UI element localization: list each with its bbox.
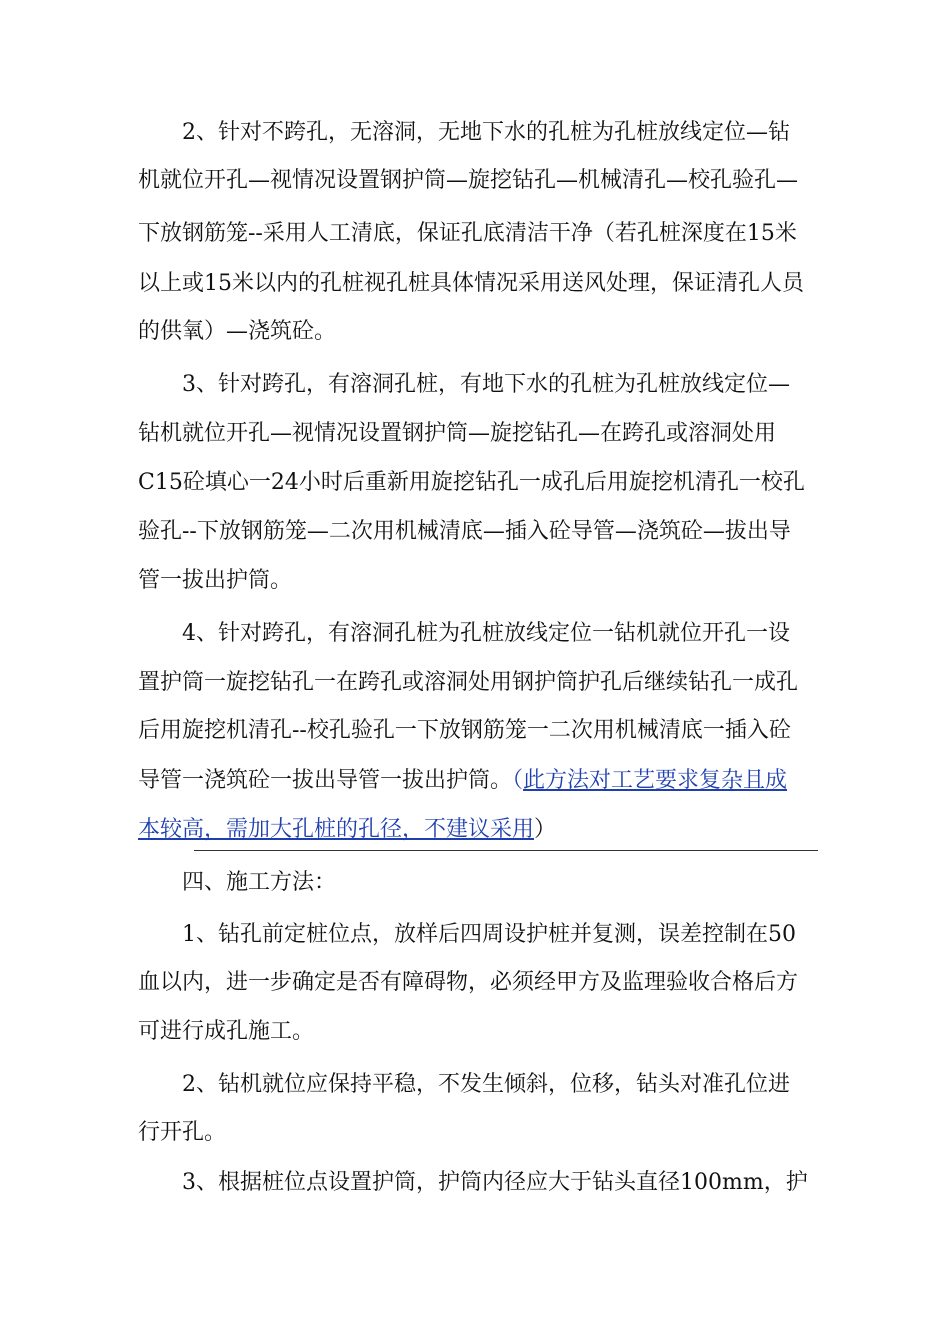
note-close-paren: ） xyxy=(534,817,557,842)
paragraph-4-line-2: 置护筒一旋挖钻孔一在跨孔或溶洞处用钢护筒护孔后继续钻孔一成孔 xyxy=(138,670,799,695)
note-link-part-1[interactable]: 此方法对工艺要求复杂且成 xyxy=(523,768,788,793)
paragraph-3-line-4: 验孔--下放钢筋笼—二次用机械清底—插入砼导管—浇筑砼—拔出导 xyxy=(138,519,791,544)
method-2-line-1: 2、钻机就位应保持平稳，不发生倾斜，位移，钻头对准孔位进 xyxy=(138,1072,790,1097)
paragraph-3-line-5: 管一拔出护筒。 xyxy=(138,568,293,593)
horizontal-rule xyxy=(194,850,818,851)
method-3-line-1: 3、根据桩位点设置护筒，护筒内径应大于钻头直径100mm，护 xyxy=(138,1170,808,1195)
paragraph-4-line-5 xyxy=(138,815,818,845)
method-1-line-3: 可进行成孔施工。 xyxy=(138,1019,315,1044)
paragraph-2-line-1: 2、针对不跨孔，无溶洞，无地下水的孔桩为孔桩放线定位—钻 xyxy=(138,120,790,145)
paragraph-4-text: 导管一浇筑砼一拔出导管一拔出护筒。 xyxy=(138,768,513,793)
paragraph-4-line-3: 后用旋挖机清孔--校孔验孔一下放钢筋笼一二次用机械清底一插入砼 xyxy=(138,718,791,743)
paragraph-2-line-2: 机就位开孔—视情况设置钢护筒—旋挖钻孔—机械清孔—校孔验孔— xyxy=(138,168,799,193)
section-heading: 四、施工方法： xyxy=(138,870,337,895)
paragraph-3-line-2: 钻机就位开孔—视情况设置钢护筒—旋挖钻孔—在跨孔或溶洞处用 xyxy=(138,421,777,446)
note-link-part-2[interactable]: 本较高，需加大孔桩的孔径，不建议采用 xyxy=(138,817,535,842)
paragraph-2-line-5: 的供氧）—浇筑砼。 xyxy=(138,319,337,344)
note-open-paren: （ xyxy=(512,768,524,793)
paragraph-2-line-4: 以上或15米以内的孔桩视孔桩具体情况采用送风处理，保证清孔人员 xyxy=(138,271,804,296)
paragraph-3-line-1: 3、针对跨孔，有溶洞孔桩，有地下水的孔桩为孔桩放线定位— xyxy=(138,372,790,397)
method-1-line-2: 血以内，进一步确定是否有障碍物，必须经甲方及监理验收合格后方 xyxy=(138,970,799,995)
paragraph-3-line-3: C15砼填心一24小时后重新用旋挖钻孔一成孔后用旋挖机清孔一校孔 xyxy=(138,470,805,495)
paragraph-4-line-1: 4、针对跨孔，有溶洞孔桩为孔桩放线定位一钻机就位开孔一设 xyxy=(138,621,790,646)
method-2-line-2: 行开孔。 xyxy=(138,1120,227,1145)
paragraph-2-line-3: 下放钢筋笼--采用人工清底，保证孔底清洁干净（若孔桩深度在15米 xyxy=(138,221,797,246)
method-1-line-1: 1、钻孔前定桩位点，放样后四周设护桩并复测，误差控制在50 xyxy=(138,922,796,947)
paragraph-4-line-4 xyxy=(138,766,818,796)
